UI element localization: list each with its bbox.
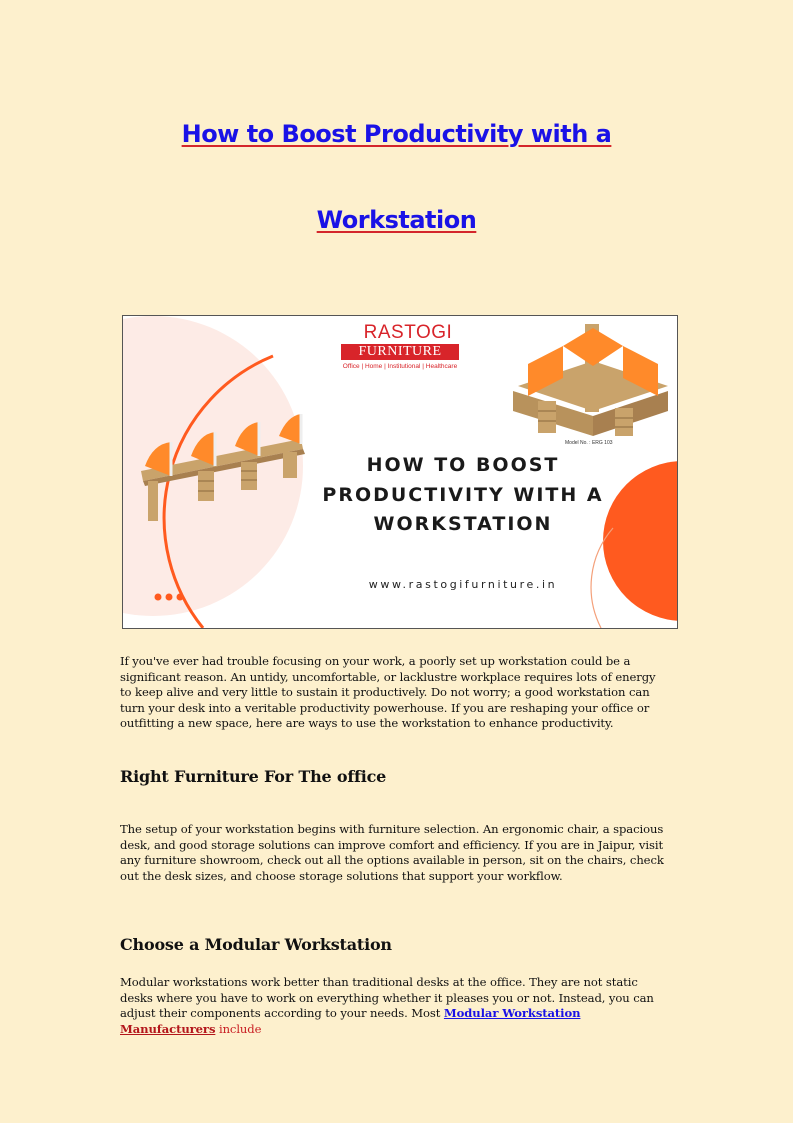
title-link-1[interactable]: How to Boost Productivity with a (181, 120, 612, 148)
modular-paragraph-text: Modular workstations work better than traditional desks at the office. They are not static desks where you have to work on everything whether it pleases you or not. Instead, you can adjust their components according to your needs. Most (120, 975, 654, 1020)
logo-sub: FURNITURE (341, 344, 459, 360)
dot-icon (166, 594, 173, 601)
intro-paragraph: If you've ever had trouble focusing on your work, a poorly set up workstation could be a significant reason. An untidy, uncomfortable, or lacklustre workplace requires lots of energy to keep alive and very little to sustain it productively. Do not worry; a good workstation can turn your desk into a veritable productivity powerhouse. If you are reshaping your office or outfitting a new space, here are ways to use the workstation to enhance productivity. (120, 654, 656, 730)
dot-icon (177, 594, 184, 601)
banner-headline (313, 451, 613, 540)
logo-name: RASTOGI (363, 322, 453, 343)
banner-headline-line-2: PRODUCTIVITY WITH A (322, 483, 604, 506)
furniture-paragraph: The setup of your workstation begins with furniture selection. An ergonomic chair, a spacious desk, and good storage solutions can improve comfort and efficiency. If you are in Jaipur, visit any furniture showroom, check out all the options available in person, sit on the chairs, check out the desk sizes, and choose storage solutions that support your workflow. (120, 822, 664, 883)
banner-headline-line-3: WORKSTATION (373, 513, 553, 535)
modular-paragraph (120, 975, 670, 1037)
banner-orange-circle (603, 461, 677, 621)
banner-headline-line-1: HOW TO BOOST (366, 454, 560, 476)
modular-paragraph-end: include (215, 1021, 262, 1036)
title-link-2[interactable]: Workstation (316, 206, 477, 234)
page-title-line-2[interactable] (0, 206, 793, 234)
hero-banner-image (122, 315, 678, 629)
logo-tagline: Office | Home | Institutional | Healthcare (342, 363, 458, 370)
manufacturers-link[interactable]: Manufacturers (120, 1021, 216, 1036)
model-number: Model No. : ERG 103 (565, 440, 613, 446)
page-title-line-1[interactable] (0, 120, 793, 148)
dot-icon (155, 594, 162, 601)
modular-workstation-link[interactable]: Modular Workstation (443, 1006, 581, 1020)
cluster-workstation-illustration (513, 324, 668, 436)
banner-url: www.rastogifurniture.in (368, 578, 558, 591)
section-heading-modular: Choose a Modular Workstation (120, 935, 392, 954)
section-heading-furniture: Right Furniture For The office (120, 767, 387, 786)
